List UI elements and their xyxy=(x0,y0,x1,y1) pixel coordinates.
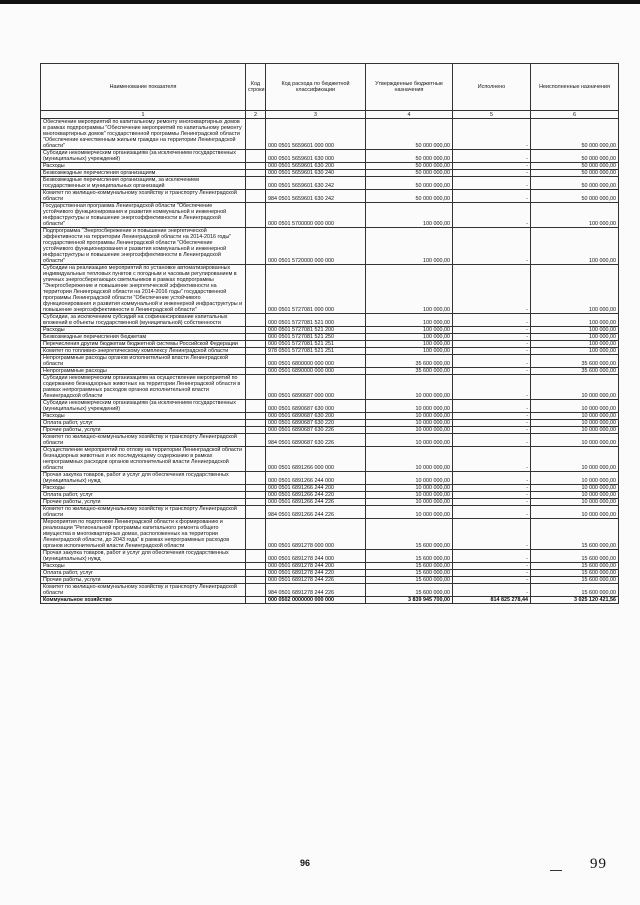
row-unexecuted: 15 600 000,00 xyxy=(531,563,619,570)
row-unexecuted: 10 000 000,00 xyxy=(531,447,619,472)
row-unexecuted: 10 000 000,00 xyxy=(531,506,619,519)
row-expense-code: 000 0501 6890687 630 226 xyxy=(266,427,366,434)
row-executed: - xyxy=(453,447,531,472)
row-expense-code: 984 0501 6891278 244 226 xyxy=(266,584,366,597)
row-unexecuted: 50 000 000,00 xyxy=(531,163,619,170)
table-row xyxy=(41,400,619,413)
row-executed: - xyxy=(453,427,531,434)
column-number: 1 xyxy=(41,111,246,119)
row-approved: 50 000 000,00 xyxy=(366,170,453,177)
row-executed: - xyxy=(453,519,531,550)
column-number: 6 xyxy=(531,111,619,119)
table-row xyxy=(41,119,619,150)
row-executed: - xyxy=(453,368,531,375)
row-expense-code: 000 0501 6890687 000 000 xyxy=(266,375,366,400)
row-expense-code: 000 0501 6890000 000 000 xyxy=(266,368,366,375)
row-executed: - xyxy=(453,341,531,348)
row-name: Прочие работы, услуги xyxy=(41,427,246,434)
row-line-code xyxy=(246,119,266,150)
row-expense-code: 000 0501 6891266 244 220 xyxy=(266,492,366,499)
row-unexecuted: 10 000 000,00 xyxy=(531,499,619,506)
row-approved: 15 600 000,00 xyxy=(366,577,453,584)
row-approved: 35 600 000,00 xyxy=(366,368,453,375)
row-executed: - xyxy=(453,577,531,584)
row-approved: 100 000,00 xyxy=(366,203,453,228)
row-name: Оплата работ, услуг xyxy=(41,570,246,577)
table-row xyxy=(41,427,619,434)
row-name: Субсидии, за исключением субсидий на софинансирование капитальных вложений в объекты государственной (муниципальной) собственности xyxy=(41,314,246,327)
budget-execution-table xyxy=(40,63,619,604)
row-executed: - xyxy=(453,434,531,447)
table-row xyxy=(41,420,619,427)
row-unexecuted: 10 000 000,00 xyxy=(531,485,619,492)
row-unexecuted: 100 000,00 xyxy=(531,203,619,228)
row-line-code xyxy=(246,506,266,519)
row-approved: 15 600 000,00 xyxy=(366,584,453,597)
scan-top-edge xyxy=(0,0,640,4)
row-line-code xyxy=(246,265,266,314)
row-expense-code: 000 0501 6891278 244 226 xyxy=(266,577,366,584)
row-executed: - xyxy=(453,570,531,577)
row-name: Комитет по жилищно-коммунальному хозяйству и транспорту Ленинградской области xyxy=(41,584,246,597)
row-executed: - xyxy=(453,203,531,228)
row-expense-code: 978 0501 5727081 521 251 xyxy=(266,348,366,355)
table-row xyxy=(41,472,619,485)
table-row xyxy=(41,150,619,163)
row-executed: - xyxy=(453,506,531,519)
row-approved: 10 000 000,00 xyxy=(366,375,453,400)
row-line-code xyxy=(246,584,266,597)
row-expense-code: 000 0501 6891278 244 200 xyxy=(266,563,366,570)
row-unexecuted: 10 000 000,00 xyxy=(531,400,619,413)
row-expense-code: 000 0501 5659601 630 242 xyxy=(266,177,366,190)
table-row xyxy=(41,265,619,314)
row-line-code xyxy=(246,355,266,368)
row-unexecuted: 100 000,00 xyxy=(531,341,619,348)
row-approved: 10 000 000,00 xyxy=(366,447,453,472)
row-line-code xyxy=(246,314,266,327)
row-line-code xyxy=(246,327,266,334)
row-name: Осуществление мероприятий по отлову на территории Ленинградской области безнадзорных животных и их последующему содержанию в рамках непрограммных расходов органов исполнительной власти Ленинградской области xyxy=(41,447,246,472)
row-unexecuted: 10 000 000,00 xyxy=(531,472,619,485)
table-row xyxy=(41,563,619,570)
row-executed: - xyxy=(453,348,531,355)
row-line-code xyxy=(246,413,266,420)
row-executed: - xyxy=(453,163,531,170)
row-unexecuted: 100 000,00 xyxy=(531,265,619,314)
row-unexecuted: 50 000 000,00 xyxy=(531,150,619,163)
header-approved: Утвержденные бюджетные назначения xyxy=(366,64,453,111)
row-expense-code: 000 0501 5727081 521 251 xyxy=(266,341,366,348)
row-unexecuted: 15 600 000,00 xyxy=(531,570,619,577)
row-approved: 15 600 000,00 xyxy=(366,563,453,570)
row-name: Оплата работ, услуг xyxy=(41,492,246,499)
page-number: 96 xyxy=(300,858,311,868)
row-approved: 15 600 000,00 xyxy=(366,519,453,550)
row-unexecuted: 3 025 120 421,56 xyxy=(531,597,619,604)
row-executed: - xyxy=(453,334,531,341)
header-expense-code: Код расхода по бюджетной классификации xyxy=(266,64,366,111)
table-row xyxy=(41,584,619,597)
column-number: 4 xyxy=(366,111,453,119)
row-executed: - xyxy=(453,119,531,150)
row-approved: 15 600 000,00 xyxy=(366,550,453,563)
table-body xyxy=(41,119,619,604)
row-unexecuted: 10 000 000,00 xyxy=(531,492,619,499)
row-name: Прочие работы, услуги xyxy=(41,577,246,584)
row-line-code xyxy=(246,519,266,550)
row-line-code xyxy=(246,341,266,348)
table-row xyxy=(41,485,619,492)
row-executed: - xyxy=(453,190,531,203)
row-name: Комитет по жилищно-коммунальному хозяйству и транспорту Ленинградской области xyxy=(41,190,246,203)
row-approved: 50 000 000,00 xyxy=(366,150,453,163)
row-name: Непрограммные расходы органов исполнительной власти Ленинградской области xyxy=(41,355,246,368)
row-expense-code: 000 0501 6891278 244 000 xyxy=(266,550,366,563)
row-approved: 50 000 000,00 xyxy=(366,190,453,203)
table-row xyxy=(41,570,619,577)
row-expense-code: 000 0501 5727081 000 000 xyxy=(266,265,366,314)
row-line-code xyxy=(246,150,266,163)
header-executed: Исполнено xyxy=(453,64,531,111)
row-executed: - xyxy=(453,327,531,334)
row-name: Субсидии на реализацию мероприятий по установке автоматизированных индивидуальных тепловых пунктов с погодным и часовым регулированием в уличных энергосберегающих светильников в рамках подпрограммы "Энергосбережение и повышение энергетической эффективности на территории Ленинградской области на 2014-2016 годы" государственной программы Ленинградской области "Обеспечение устойчивого функционирования и развития коммунальной и инженерной инфраструктуры и повышение энергоэффективности в Ленинградской области" xyxy=(41,265,246,314)
table-row xyxy=(41,334,619,341)
row-line-code xyxy=(246,203,266,228)
row-line-code xyxy=(246,334,266,341)
row-unexecuted: 100 000,00 xyxy=(531,228,619,265)
row-expense-code: 000 0501 6890687 630 200 xyxy=(266,413,366,420)
row-approved: 10 000 000,00 xyxy=(366,485,453,492)
row-expense-code: 000 0501 5727081 521 000 xyxy=(266,314,366,327)
handwritten-page-stamp: 99 xyxy=(590,856,607,872)
row-unexecuted: 35 600 000,00 xyxy=(531,368,619,375)
row-line-code xyxy=(246,400,266,413)
row-line-code xyxy=(246,420,266,427)
row-approved: 100 000,00 xyxy=(366,327,453,334)
row-name: Расходы xyxy=(41,485,246,492)
row-executed: - xyxy=(453,499,531,506)
row-approved: 10 000 000,00 xyxy=(366,427,453,434)
row-approved: 100 000,00 xyxy=(366,334,453,341)
row-executed: - xyxy=(453,413,531,420)
row-name: Субсидии некоммерческим организациям (за исключением государственных (муниципальных) учреждений) xyxy=(41,150,246,163)
stamp-dash xyxy=(550,870,562,871)
row-approved: 100 000,00 xyxy=(366,341,453,348)
row-executed: - xyxy=(453,485,531,492)
row-approved: 10 000 000,00 xyxy=(366,492,453,499)
row-name: Комитет по жилищно-коммунальному хозяйству и транспорту Ленинградской области xyxy=(41,506,246,519)
row-approved: 10 000 000,00 xyxy=(366,499,453,506)
row-name: Комитет по жилищно-коммунальному хозяйству и транспорту Ленинградской области xyxy=(41,434,246,447)
row-approved: 15 600 000,00 xyxy=(366,570,453,577)
row-line-code xyxy=(246,163,266,170)
row-unexecuted: 50 000 000,00 xyxy=(531,177,619,190)
row-name: Субсидии некоммерческим организациям (за исключением государственных (муниципальных) учреждений) xyxy=(41,400,246,413)
row-executed: - xyxy=(453,265,531,314)
row-name: Безвозмездные перечисления бюджетам xyxy=(41,334,246,341)
row-expense-code: 000 0501 5659601 630 200 xyxy=(266,163,366,170)
row-name: Субсидии некоммерческим организациям на осуществление мероприятий по содержанию безнадзорных животных на территории Ленинградской области в рамках непрограммных расходов органов исполнительной власти Ленинградской области xyxy=(41,375,246,400)
row-executed: - xyxy=(453,584,531,597)
row-line-code xyxy=(246,577,266,584)
column-number-row xyxy=(41,111,619,119)
table-row xyxy=(41,492,619,499)
row-expense-code: 000 0501 5720000 000 000 xyxy=(266,228,366,265)
row-executed: - xyxy=(453,228,531,265)
table-row xyxy=(41,597,619,604)
row-approved: 10 000 000,00 xyxy=(366,413,453,420)
row-executed: - xyxy=(453,492,531,499)
row-line-code xyxy=(246,170,266,177)
table-row xyxy=(41,355,619,368)
row-executed: - xyxy=(453,375,531,400)
row-line-code xyxy=(246,570,266,577)
row-line-code xyxy=(246,472,266,485)
table-row xyxy=(41,506,619,519)
table-row xyxy=(41,163,619,170)
row-name: Расходы xyxy=(41,327,246,334)
row-line-code xyxy=(246,427,266,434)
table-row xyxy=(41,314,619,327)
row-approved: 100 000,00 xyxy=(366,314,453,327)
table-row xyxy=(41,170,619,177)
row-line-code xyxy=(246,485,266,492)
row-unexecuted: 35 600 000,00 xyxy=(531,355,619,368)
row-executed: - xyxy=(453,150,531,163)
row-approved: 50 000 000,00 xyxy=(366,163,453,170)
row-line-code xyxy=(246,228,266,265)
row-unexecuted: 100 000,00 xyxy=(531,314,619,327)
row-unexecuted: 100 000,00 xyxy=(531,334,619,341)
row-approved: 100 000,00 xyxy=(366,348,453,355)
row-line-code xyxy=(246,368,266,375)
row-name: Оплата работ, услуг xyxy=(41,420,246,427)
table-row xyxy=(41,550,619,563)
table-row xyxy=(41,519,619,550)
row-name: Прочая закупка товаров, работ и услуг для обеспечения государственных (муниципальных) нужд xyxy=(41,550,246,563)
row-unexecuted: 50 000 000,00 xyxy=(531,190,619,203)
row-expense-code: 000 0502 0000000 000 000 xyxy=(266,597,366,604)
row-approved: 100 000,00 xyxy=(366,265,453,314)
row-executed: - xyxy=(453,355,531,368)
row-name: Комитет по топливно-энергетическому комплексу Ленинградской области xyxy=(41,348,246,355)
row-name: Непрограммные расходы xyxy=(41,368,246,375)
header-line-code: Код строки xyxy=(246,64,266,111)
row-name: Перечисления другим бюджетам бюджетной системы Российской Федерации xyxy=(41,341,246,348)
row-expense-code: 000 0501 5700000 000 000 xyxy=(266,203,366,228)
row-expense-code: 000 0501 5727081 521 250 xyxy=(266,334,366,341)
row-executed: - xyxy=(453,550,531,563)
table-header-row xyxy=(41,64,619,111)
row-name: Расходы xyxy=(41,163,246,170)
row-unexecuted: 15 600 000,00 xyxy=(531,577,619,584)
row-approved: 10 000 000,00 xyxy=(366,434,453,447)
row-expense-code: 000 0501 6800000 000 000 xyxy=(266,355,366,368)
row-name: Прочие работы, услуги xyxy=(41,499,246,506)
row-line-code xyxy=(246,499,266,506)
row-executed: - xyxy=(453,420,531,427)
row-unexecuted: 15 600 000,00 xyxy=(531,550,619,563)
row-approved: 3 839 945 700,00 xyxy=(366,597,453,604)
table-row xyxy=(41,447,619,472)
table-row xyxy=(41,348,619,355)
row-executed: - xyxy=(453,472,531,485)
table-row xyxy=(41,499,619,506)
column-number: 5 xyxy=(453,111,531,119)
row-name: Прочая закупка товаров, работ и услуг для обеспечения государственных (муниципальных) нужд xyxy=(41,472,246,485)
row-executed: - xyxy=(453,400,531,413)
row-unexecuted: 15 600 000,00 xyxy=(531,584,619,597)
table-row xyxy=(41,413,619,420)
row-unexecuted: 100 000,00 xyxy=(531,327,619,334)
row-expense-code: 000 0501 6891266 000 000 xyxy=(266,447,366,472)
table-row xyxy=(41,434,619,447)
row-line-code xyxy=(246,434,266,447)
row-expense-code: 984 0501 6890687 630 226 xyxy=(266,434,366,447)
row-approved: 50 000 000,00 xyxy=(366,119,453,150)
row-approved: 10 000 000,00 xyxy=(366,472,453,485)
table-row xyxy=(41,203,619,228)
row-approved: 10 000 000,00 xyxy=(366,400,453,413)
table-row xyxy=(41,368,619,375)
row-expense-code: 000 0501 6891266 244 200 xyxy=(266,485,366,492)
row-approved: 50 000 000,00 xyxy=(366,177,453,190)
row-unexecuted: 10 000 000,00 xyxy=(531,434,619,447)
row-executed: - xyxy=(453,563,531,570)
row-name: Безвозмездные перечисления организациям, за исключением государственных и муниципальных организаций xyxy=(41,177,246,190)
row-name: Обеспечение мероприятий по капитальному ремонту многоквартирных домов в рамках подпрограммы "Обеспечение мероприятий по капитальному ремонту многоквартирных домов" государственной программы Ленинградской области "Обеспечение качественным жильем граждан на территории Ленинградской области" xyxy=(41,119,246,150)
row-unexecuted: 10 000 000,00 xyxy=(531,427,619,434)
row-line-code xyxy=(246,597,266,604)
row-unexecuted: 15 600 000,00 xyxy=(531,519,619,550)
row-line-code xyxy=(246,492,266,499)
row-expense-code: 984 0501 6891266 244 226 xyxy=(266,506,366,519)
row-expense-code: 000 0501 6891278 000 000 xyxy=(266,519,366,550)
row-name: Государственная программа Ленинградской области "Обеспечение устойчивого функционирования и развития коммунальной и инженерной инфраструктуры и повышение энергоэффективности в Ленинградской области" xyxy=(41,203,246,228)
table-row xyxy=(41,375,619,400)
row-line-code xyxy=(246,348,266,355)
table-row xyxy=(41,190,619,203)
row-name: Подпрограмма "Энергосбережение и повышение энергетической эффективности на территории Ленинградской области на 2014-2016 годы" государственной программы Ленинградской области "Обеспечение устойчивого функционирования и развития коммунальной и инженерной инфраструктуры и повышение энергоэффективности в Ленинградской области" xyxy=(41,228,246,265)
row-name: Расходы xyxy=(41,413,246,420)
row-expense-code: 000 0501 6890687 630 000 xyxy=(266,400,366,413)
row-executed: - xyxy=(453,170,531,177)
header-indicator-name: Наименование показателя xyxy=(41,64,246,111)
row-executed: - xyxy=(453,314,531,327)
header-unexecuted: Неисполненные назначения xyxy=(531,64,619,111)
row-name: Мероприятия по подготовке Ленинградской области к формированию и реализации "Региональной программы капитального ремонта общего имущества в многоквартирных домах, расположенных на территории Ленинградской области, до 2043 года" в рамках непрограммных расходов органов исполнительной власти Ленинградской области xyxy=(41,519,246,550)
row-expense-code: 984 0501 5659601 630 242 xyxy=(266,190,366,203)
row-unexecuted: 50 000 000,00 xyxy=(531,119,619,150)
table-row xyxy=(41,327,619,334)
table-row xyxy=(41,577,619,584)
row-name: Безвозмездные перечисления организациям xyxy=(41,170,246,177)
row-unexecuted: 10 000 000,00 xyxy=(531,420,619,427)
table-row xyxy=(41,177,619,190)
row-expense-code: 000 0501 6891266 244 226 xyxy=(266,499,366,506)
row-expense-code: 000 0501 6890687 630 220 xyxy=(266,420,366,427)
column-number: 3 xyxy=(266,111,366,119)
row-line-code xyxy=(246,447,266,472)
row-expense-code: 000 0501 5659601 630 240 xyxy=(266,170,366,177)
row-line-code xyxy=(246,177,266,190)
row-expense-code: 000 0501 6891278 244 220 xyxy=(266,570,366,577)
row-expense-code: 000 0501 5727081 521 200 xyxy=(266,327,366,334)
row-unexecuted: 100 000,00 xyxy=(531,348,619,355)
row-expense-code: 000 0501 5659601 630 000 xyxy=(266,150,366,163)
row-line-code xyxy=(246,550,266,563)
row-approved: 10 000 000,00 xyxy=(366,506,453,519)
row-approved: 35 600 000,00 xyxy=(366,355,453,368)
table-row xyxy=(41,228,619,265)
row-unexecuted: 10 000 000,00 xyxy=(531,375,619,400)
row-approved: 100 000,00 xyxy=(366,228,453,265)
table-row xyxy=(41,341,619,348)
column-number: 2 xyxy=(246,111,266,119)
row-name: Коммунальное хозяйство xyxy=(41,597,246,604)
row-line-code xyxy=(246,563,266,570)
row-executed: - xyxy=(453,177,531,190)
row-expense-code: 000 0501 6891266 244 000 xyxy=(266,472,366,485)
row-line-code xyxy=(246,190,266,203)
row-unexecuted: 50 000 000,00 xyxy=(531,170,619,177)
row-unexecuted: 10 000 000,00 xyxy=(531,413,619,420)
row-line-code xyxy=(246,375,266,400)
row-name: Расходы xyxy=(41,563,246,570)
row-executed: 814 825 278,44 xyxy=(453,597,531,604)
row-approved: 10 000 000,00 xyxy=(366,420,453,427)
row-expense-code: 000 0501 5659601 000 000 xyxy=(266,119,366,150)
